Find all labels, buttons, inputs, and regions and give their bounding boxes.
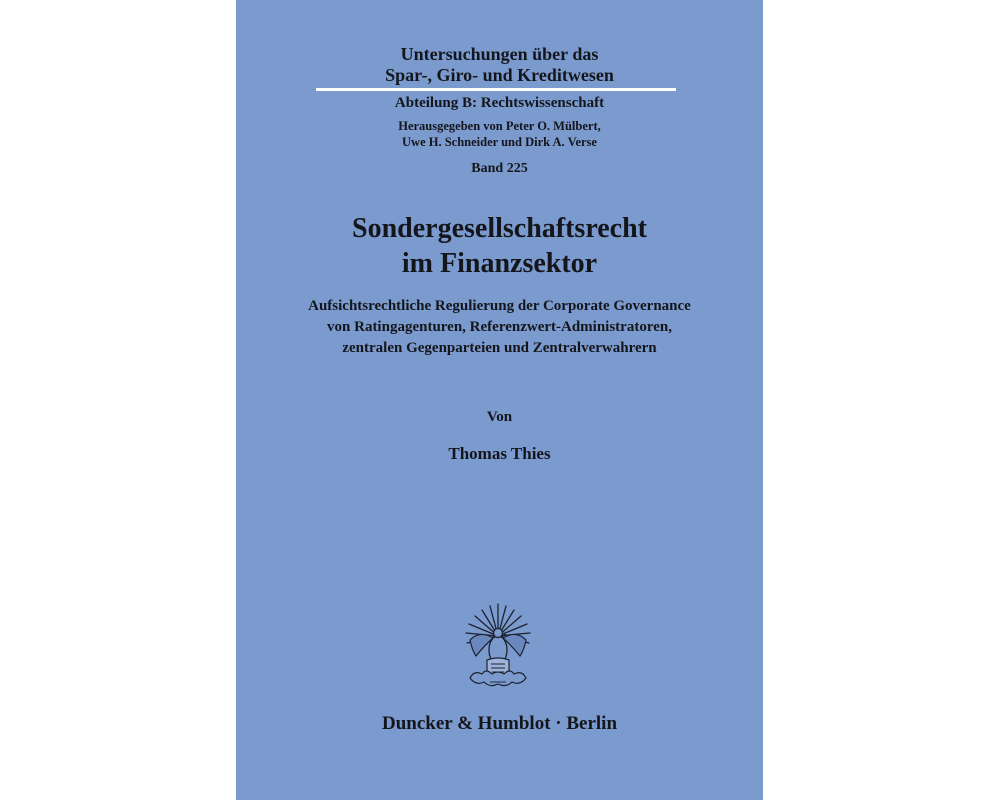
editors-line-1: Herausgegeben von Peter O. Mülbert, bbox=[398, 119, 601, 133]
series-division: Abteilung B: Rechtswissenschaft bbox=[394, 95, 605, 111]
subtitle-line-3: zentralen Gegenparteien und Zentralverwahrern bbox=[342, 340, 657, 356]
author-name: Thomas Thies bbox=[448, 444, 551, 463]
book-title-line-2: im Finanzsektor bbox=[401, 248, 598, 279]
volume-number: Band 225 bbox=[471, 161, 528, 176]
subtitle-line-2: von Ratingagenturen, Referenzwert-Administratoren, bbox=[327, 319, 672, 335]
by-label: Von bbox=[486, 409, 513, 425]
series-title-line-1: Untersuchungen über das bbox=[400, 44, 599, 64]
subtitle-line-1: Aufsichtsrechtliche Regulierung der Corporate Governance bbox=[308, 298, 691, 314]
editors-line-2: Uwe H. Schneider und Dirk A. Verse bbox=[402, 135, 597, 149]
book-cover bbox=[236, 0, 763, 800]
series-title-line-2: Spar-, Giro- und Kreditwesen bbox=[385, 65, 614, 85]
book-title-line-1: Sondergesellschaftsrecht bbox=[352, 213, 647, 244]
divider-rule bbox=[316, 88, 676, 91]
publisher-eagle-emblem-icon bbox=[460, 600, 536, 692]
publisher-imprint: Duncker & Humblot · Berlin bbox=[381, 713, 618, 734]
